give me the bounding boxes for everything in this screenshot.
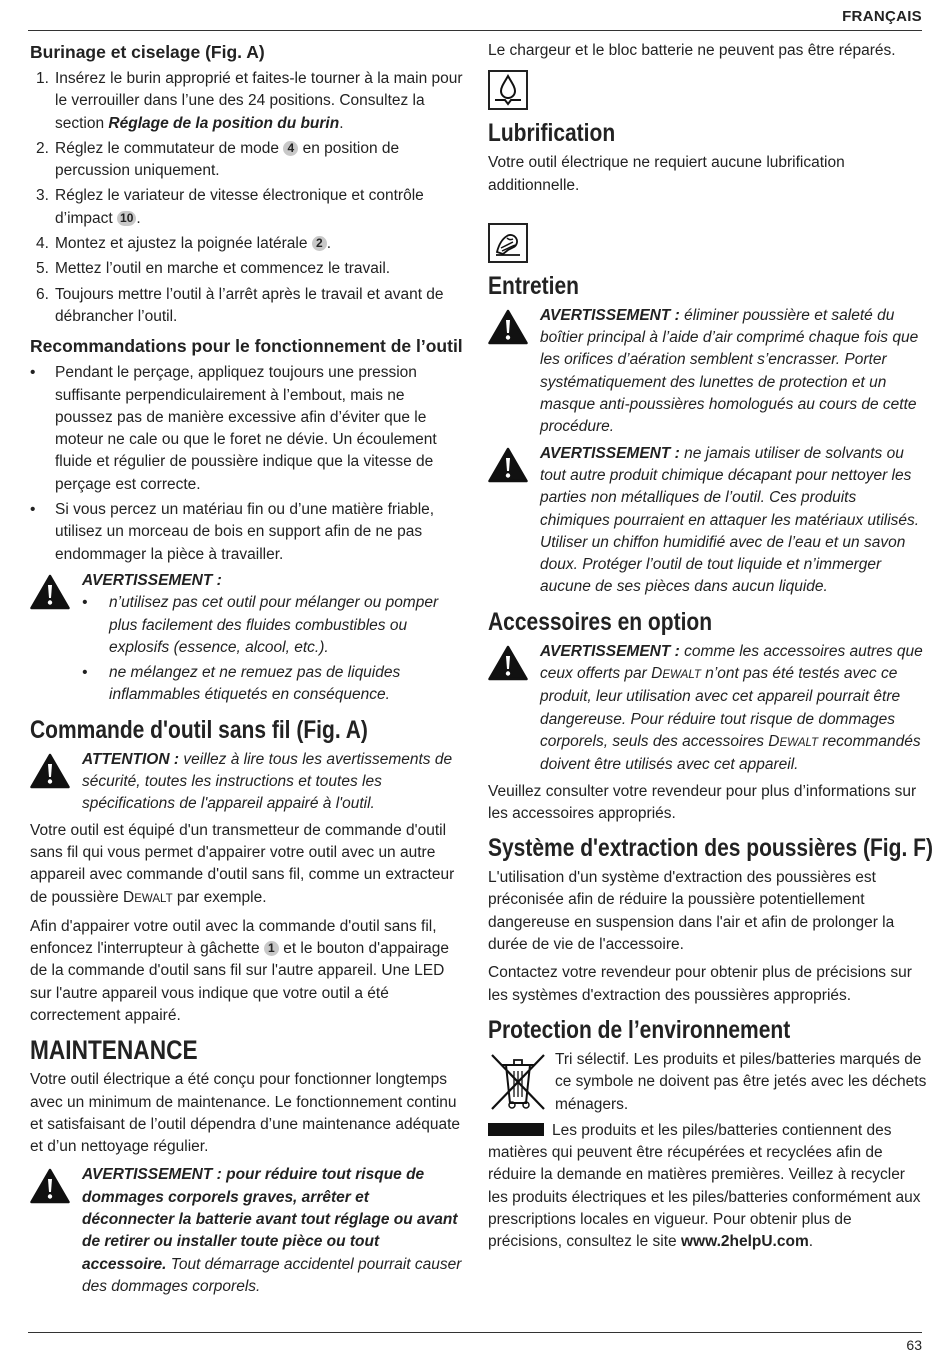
- part-number-badge: 10: [117, 211, 136, 226]
- warning-label: AVERTISSEMENT :: [540, 444, 680, 462]
- warning-label: AVERTISSEMENT :: [540, 306, 680, 324]
- step-text: Mettez l’outil en marche et commencez le travail.: [55, 260, 391, 278]
- language-label: FRANÇAIS: [842, 8, 922, 25]
- wireless-paragraph-1: [30, 820, 464, 910]
- accessories-warning: [488, 641, 928, 777]
- paragraph-text: Les produits et les piles/batteries contiennent des matières qui peuvent être récupérées et recyclées afin de réduire la demande en matières premières. Veillez à recycler les produits électriques et les piles/batteries conformément aux prescriptions locales en vigueur. Pour obtenir plus de précisions, consultez le site: [488, 1121, 921, 1251]
- warning-label: AVERTISSEMENT :: [540, 642, 680, 660]
- bullet-text: n’utilisez pas cet outil pour mélanger ou pomper plus facilement des fluides combustibles ou explosifs (essence, alcool, etc.).: [109, 594, 439, 656]
- step-number: 2.: [36, 139, 49, 157]
- caution-text: veillez à lire tous les avertissements de sécurité, toutes les instructions et toutes les spécifications de l'appareil appairé à l'outil.: [82, 750, 453, 813]
- bullet: •: [30, 501, 36, 519]
- dust-title: Système d'extraction des poussières (Fig. F): [488, 834, 933, 863]
- cleaning-warning-1: [488, 305, 928, 439]
- caution-label: ATTENTION :: [82, 750, 180, 768]
- brand-name: EWALT: [134, 892, 173, 905]
- warning-text: comme les accessoires autres que ceux offerts par D: [540, 642, 923, 683]
- brand-name: EWALT: [779, 736, 819, 749]
- warning-icon: [488, 645, 528, 681]
- warning-icon: [488, 447, 528, 483]
- environment-text-1: Tri sélectif. Les produits et piles/batteries marqués de ce symbole ne doivent pas être jetés avec les déchets ménagers.: [555, 1050, 927, 1113]
- step-text: Montez et ajustez la poignée latérale: [55, 235, 312, 253]
- step-text: Réglez le commutateur de mode: [55, 139, 284, 157]
- list-item: [82, 592, 464, 659]
- list-item: [30, 233, 464, 255]
- environment-paragraph-2: [488, 1120, 928, 1254]
- step-text: .: [339, 114, 344, 132]
- list-item: [30, 68, 464, 135]
- cleaning-title: Entretien: [488, 271, 580, 300]
- dust-paragraph-1: L'utilisation d'un système d'extraction des poussières est préconisée afin de réduire la poussière potentiellement dangereuse en suspension dans l'air et afin de prolonger la durée de vie de l'accessoire.: [488, 869, 895, 954]
- part-number-badge: 4: [283, 141, 298, 156]
- warning-icon: [30, 753, 70, 789]
- page-number: 63: [906, 1337, 922, 1353]
- list-item: [30, 185, 464, 230]
- warning-text: ne jamais utiliser de solvants ou tout autre produit chimique décapant pour nettoyer les parties non métalliques de l’outil. Ces produits chimiques pourraient en attaquer les matériaux utilisés. Utiliser un chiffon humidifié avec de l’eau et un savon doux. Protéger l’outil de tout liquide et n’immerger aucune de ses pièces dans aucun liquide.: [540, 444, 920, 596]
- step-number: 5.: [36, 260, 49, 278]
- accessories-title: Accessoires en option: [488, 607, 713, 636]
- step-number: 4.: [36, 235, 49, 253]
- paragraph-text: Votre outil est équipé d'un transmetteur de commande d'outil sans fil qui vous permet d'appairer votre outil avec un autre appareil avec commande d'outil sans fil, comme un extracteur de poussière D: [30, 821, 455, 906]
- website-link[interactable]: www.2helpU.com: [680, 1233, 809, 1251]
- repair-note: Le chargeur et le bloc batterie ne peuvent pas être réparés.: [488, 42, 896, 59]
- step-number: 3.: [36, 187, 49, 205]
- bullet-text: Pendant le perçage, appliquez toujours une pression suffisante perpendiculairement à l’embout, mais ne poussez pas de manière excessive afin d’éviter que le moteur ne cale ou que le foret ne dévie. Un écoulement fluide et régulier de poussière indique que la vitesse de perçage est correcte.: [55, 364, 437, 493]
- step-text: .: [136, 209, 141, 227]
- wireless-title: Commande d'outil sans fil (Fig. A): [30, 715, 368, 744]
- list-item: [30, 362, 464, 496]
- paragraph-text: par exemple.: [172, 888, 267, 906]
- bullet: •: [82, 664, 88, 682]
- environment-weee-row: [488, 1049, 928, 1116]
- left-column: [30, 40, 464, 1302]
- maintenance-text: Votre outil électrique a été conçu pour fonctionner longtemps avec un minimum de maintenance. Le fonctionnement continu et satisfaisant de l’outil dépendra d’une maintenance adéquate et d’un nettoyage régulier.: [30, 1071, 461, 1156]
- list-item: [30, 138, 464, 183]
- warning-bold-text: AVERTISSEMENT : pour réduire tout risque de dommages corporels graves, arrêter et déconnecter la batterie avant tout réglage ou avant de retirer ou installer toute pièce ou tout accessoire.: [82, 1166, 458, 1273]
- list-item: [82, 662, 464, 707]
- bullet: •: [30, 364, 36, 382]
- accessories-text: Veuillez consulter votre revendeur pour plus d’informations sur les accessoires appropriés.: [488, 782, 917, 822]
- dust-paragraph-2: Contactez votre revendeur pour obtenir plus de précisions sur les systèmes d'extraction des poussières appropriés.: [488, 964, 912, 1004]
- step-number: 6.: [36, 285, 49, 303]
- environment-title: Protection de l’environnement: [488, 1015, 791, 1044]
- step-number: 1.: [36, 70, 49, 87]
- warning-text: recommandés doivent être utilisés avec cet appareil.: [540, 732, 921, 774]
- footer-rule: [28, 1332, 922, 1333]
- part-number-badge: 1: [264, 941, 279, 956]
- separate-collection-bar-icon: [488, 1123, 544, 1136]
- chiseling-steps: [30, 68, 464, 328]
- list-item: [30, 284, 464, 329]
- step-text: Toujours mettre l’outil à l’arrêt après le travail et avant de débrancher l’outil.: [55, 285, 444, 325]
- cleaning-hand-icon: [488, 223, 528, 263]
- warning-icon: [30, 574, 70, 610]
- warning-text: n’ont pas été testés avec ce produit, leur utilisation avec cet appareil pourrait être dangereuse. Pour réduire tout risque de dommages corporels, seuls des accessoires D: [540, 665, 901, 750]
- paragraph-text: .: [808, 1233, 814, 1251]
- crossed-bin-icon: [488, 1051, 548, 1111]
- paragraph-text: et le bouton d'appairage de la commande d'outil sans fil sur l'autre appareil. Une LED sur l'autre appareil vous indique que votre outil a été correctement appairé.: [30, 940, 450, 1024]
- warning-label: AVERTISSEMENT :: [82, 571, 222, 589]
- maintenance-warning: [30, 1164, 464, 1298]
- chiseling-title: Burinage et ciselage (Fig. A): [30, 42, 265, 62]
- cleaning-warning-2: [488, 443, 928, 599]
- bullet: •: [82, 594, 88, 612]
- recommendations-list: [30, 362, 464, 566]
- wireless-paragraph-2: [30, 916, 464, 1027]
- header-rule: [28, 30, 922, 31]
- recommendations-title: Recommandations pour le fonctionnement de l’outil: [30, 336, 463, 357]
- bullet-text: ne mélangez et ne remuez pas de liquides inflammables étiquetés en conséquence.: [109, 664, 401, 704]
- caution-block: [30, 749, 464, 816]
- maintenance-title: MAINTENANCE: [30, 1035, 198, 1066]
- step-text: Réglez le variateur de vitesse électronique et contrôle d’impact: [55, 187, 424, 227]
- paragraph-text: Afin d'appairer votre outil avec la commande d'outil sans fil, enfoncez l'interrupteur à gâchette: [30, 917, 437, 958]
- step-section-reference: Réglage de la position du burin: [108, 114, 340, 132]
- step-text: .: [326, 235, 332, 253]
- brand-name: EWALT: [662, 669, 701, 682]
- warning-italic-text: Tout démarrage accidentel pourrait causer des dommages corporels.: [82, 1255, 462, 1295]
- list-item: [30, 258, 464, 280]
- warning-list: [82, 592, 464, 706]
- list-item: [30, 499, 464, 566]
- warning-icon: [488, 309, 528, 345]
- warning-icon: [30, 1168, 70, 1204]
- step-text: en position de percussion uniquement.: [55, 139, 400, 180]
- step-text: Insérez le burin approprié et faites-le tourner à la main pour le verrouiller dans l’une des 24 positions. Consultez la section: [55, 70, 463, 132]
- lubrication-text: Votre outil électrique ne requiert aucune lubrification additionnelle.: [488, 154, 845, 194]
- oil-drop-icon: [488, 70, 528, 110]
- part-number-badge: 2: [312, 236, 327, 251]
- warning-text: éliminer poussière et saleté du boîtier principal à l’aide d’air comprimé chaque fois que les orifices d’aération semblent s’encrasser. Porter systématiquement des lunettes de protection et un masque anti-poussières homologués au cours de cette procédure.: [540, 306, 919, 436]
- bullet-text: Si vous percez un matériau fin ou d’une matière friable, utilisez un morceau de bois en support afin de ne pas endommager la pièce à travailler.: [55, 501, 435, 563]
- fuel-warning: [30, 570, 464, 707]
- right-column: [488, 40, 933, 1260]
- lubrication-title: Lubrification: [488, 119, 616, 148]
